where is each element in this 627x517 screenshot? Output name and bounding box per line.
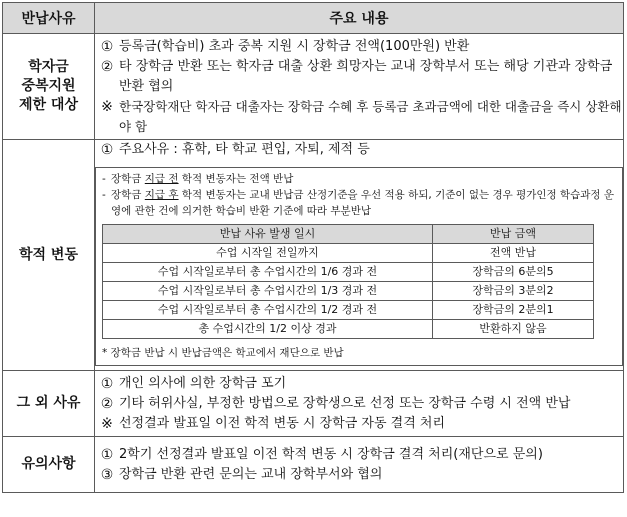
text: 학적 변동자는 전액 반납 bbox=[178, 173, 294, 185]
list-note bbox=[95, 414, 623, 434]
table-cell: 수업 시작일로부터 총 수업시간의 1/2 경과 전 bbox=[103, 301, 433, 320]
list-item bbox=[95, 445, 623, 465]
table-cell: 장학금의 2분의1 bbox=[433, 301, 594, 320]
row-academic-status-change bbox=[3, 140, 624, 371]
header-reason: 반납사유 bbox=[3, 3, 95, 34]
item-text: 개인 의사에 의한 장학금 포기 bbox=[119, 375, 287, 391]
row-other-reasons bbox=[3, 371, 624, 437]
row-duplicate-support bbox=[3, 34, 624, 140]
note-marker: ※ bbox=[101, 415, 113, 432]
note-marker: ※ bbox=[101, 98, 113, 115]
box-footnote: * 장학금 반납 시 반납금액은 학교에서 재단으로 반납 bbox=[102, 347, 344, 359]
list-item bbox=[95, 465, 623, 485]
label-line: 중복지원 bbox=[21, 78, 76, 94]
note-text: 한국장학재단 학자금 대출자는 장학금 수혜 후 등록금 초과금액에 대한 대출금을 즉시 상환해야 함 bbox=[119, 98, 622, 134]
table-cell: 장학금의 6분의5 bbox=[433, 263, 594, 282]
refund-schedule-table bbox=[102, 224, 594, 339]
item-text: 기타 허위사실, 부정한 방법으로 장학생으로 선정 또는 장학금 수령 시 전액 반납 bbox=[119, 395, 571, 411]
label-notes: 유의사항 bbox=[3, 437, 95, 493]
list-item bbox=[95, 374, 623, 394]
table-row bbox=[103, 301, 594, 320]
label-academic-status: 학적 변동 bbox=[3, 140, 95, 371]
header-content: 주요 내용 bbox=[95, 3, 624, 34]
label-line: 학자금 bbox=[28, 59, 69, 75]
item-marker: ③ bbox=[100, 466, 114, 483]
table-cell: 장학금의 3분의2 bbox=[433, 282, 594, 301]
table-cell: 총 수업시간의 1/2 이상 경과 bbox=[103, 320, 433, 339]
item-text: 2학기 선정결과 발표일 이전 학적 변동 시 장학금 결격 처리(재단으로 문의) bbox=[119, 446, 543, 462]
refund-detail-box bbox=[95, 167, 623, 366]
label-other-reasons: 그 외 사유 bbox=[3, 371, 95, 437]
item-text: 주요사유 : 휴학, 타 학교 편입, 자퇴, 제적 등 bbox=[119, 142, 370, 157]
table-cell: 전액 반납 bbox=[433, 244, 594, 263]
label-line: 제한 대상 bbox=[19, 97, 78, 113]
content-notes bbox=[95, 437, 624, 493]
item-marker: ① bbox=[100, 375, 114, 392]
item-text: 장학금 반환 관련 문의는 교내 장학부서와 협의 bbox=[119, 466, 383, 482]
schedule-header-cell: 반납 금액 bbox=[433, 225, 594, 244]
list-item bbox=[95, 140, 623, 160]
list-note bbox=[95, 97, 623, 137]
row-notes bbox=[3, 437, 624, 493]
schedule-header-row bbox=[103, 225, 594, 244]
table-cell: 수업 시작일로부터 총 수업시간의 1/3 경과 전 bbox=[103, 282, 433, 301]
header-row bbox=[3, 3, 624, 34]
table-cell: 반환하지 않음 bbox=[433, 320, 594, 339]
item-marker: ② bbox=[100, 58, 114, 75]
content-other-reasons bbox=[95, 371, 624, 437]
item-marker: ② bbox=[100, 395, 114, 412]
text: 장학금 bbox=[111, 189, 145, 201]
schedule-header-cell: 반납 사유 발생 일시 bbox=[103, 225, 433, 244]
content-academic-status bbox=[95, 140, 624, 371]
underlined-text: 지급 전 bbox=[144, 173, 179, 185]
table-cell: 수업 시작일 전일까지 bbox=[103, 244, 433, 263]
list-item bbox=[95, 394, 623, 414]
box-line: - 장학금 지급 전 학적 변동자는 전액 반납 bbox=[102, 173, 294, 185]
box-line: - 장학금 지급 후 학적 변동자는 교내 반납금 산정기준을 우선 적용 하되, 기준이 없는 경우 평가인정 학습과정 운영에 관한 건에 의거한 학습비 반환 기준에 따라 부분반납 bbox=[102, 189, 615, 217]
table-row bbox=[103, 282, 594, 301]
item-marker: ① bbox=[100, 142, 114, 158]
item-text: 등록금(학습비) 초과 중복 지원 시 장학금 전액(100만원) 반환 bbox=[119, 38, 470, 54]
item-marker: ① bbox=[100, 446, 114, 463]
table-cell: 수업 시작일로부터 총 수업시간의 1/6 경과 전 bbox=[103, 263, 433, 282]
table-row bbox=[103, 244, 594, 263]
list-item bbox=[95, 57, 623, 97]
content-duplicate-support bbox=[95, 34, 624, 140]
list-item bbox=[95, 37, 623, 57]
text: 학적 변동자는 교내 반납금 산정기준을 우선 적용 하되, 기준이 없는 경우 평가인정 학습과정 운영에 관한 건에 의거한 학습비 반환 기준에 따라 부분반납 bbox=[111, 189, 615, 217]
refund-reasons-table bbox=[2, 2, 624, 493]
table-row bbox=[103, 263, 594, 282]
underlined-text: 지급 후 bbox=[144, 189, 179, 201]
item-marker: ① bbox=[100, 38, 114, 55]
label-duplicate-support bbox=[3, 34, 95, 140]
text: 장학금 bbox=[111, 173, 145, 185]
item-text: 타 장학금 반환 또는 학자금 대출 상환 희망자는 교내 장학부서 또는 해당 기관과 장학금 반환 협의 bbox=[119, 58, 613, 94]
note-text: 선정결과 발표일 이전 학적 변동 시 장학금 자동 결격 처리 bbox=[119, 415, 446, 431]
table-row bbox=[103, 320, 594, 339]
